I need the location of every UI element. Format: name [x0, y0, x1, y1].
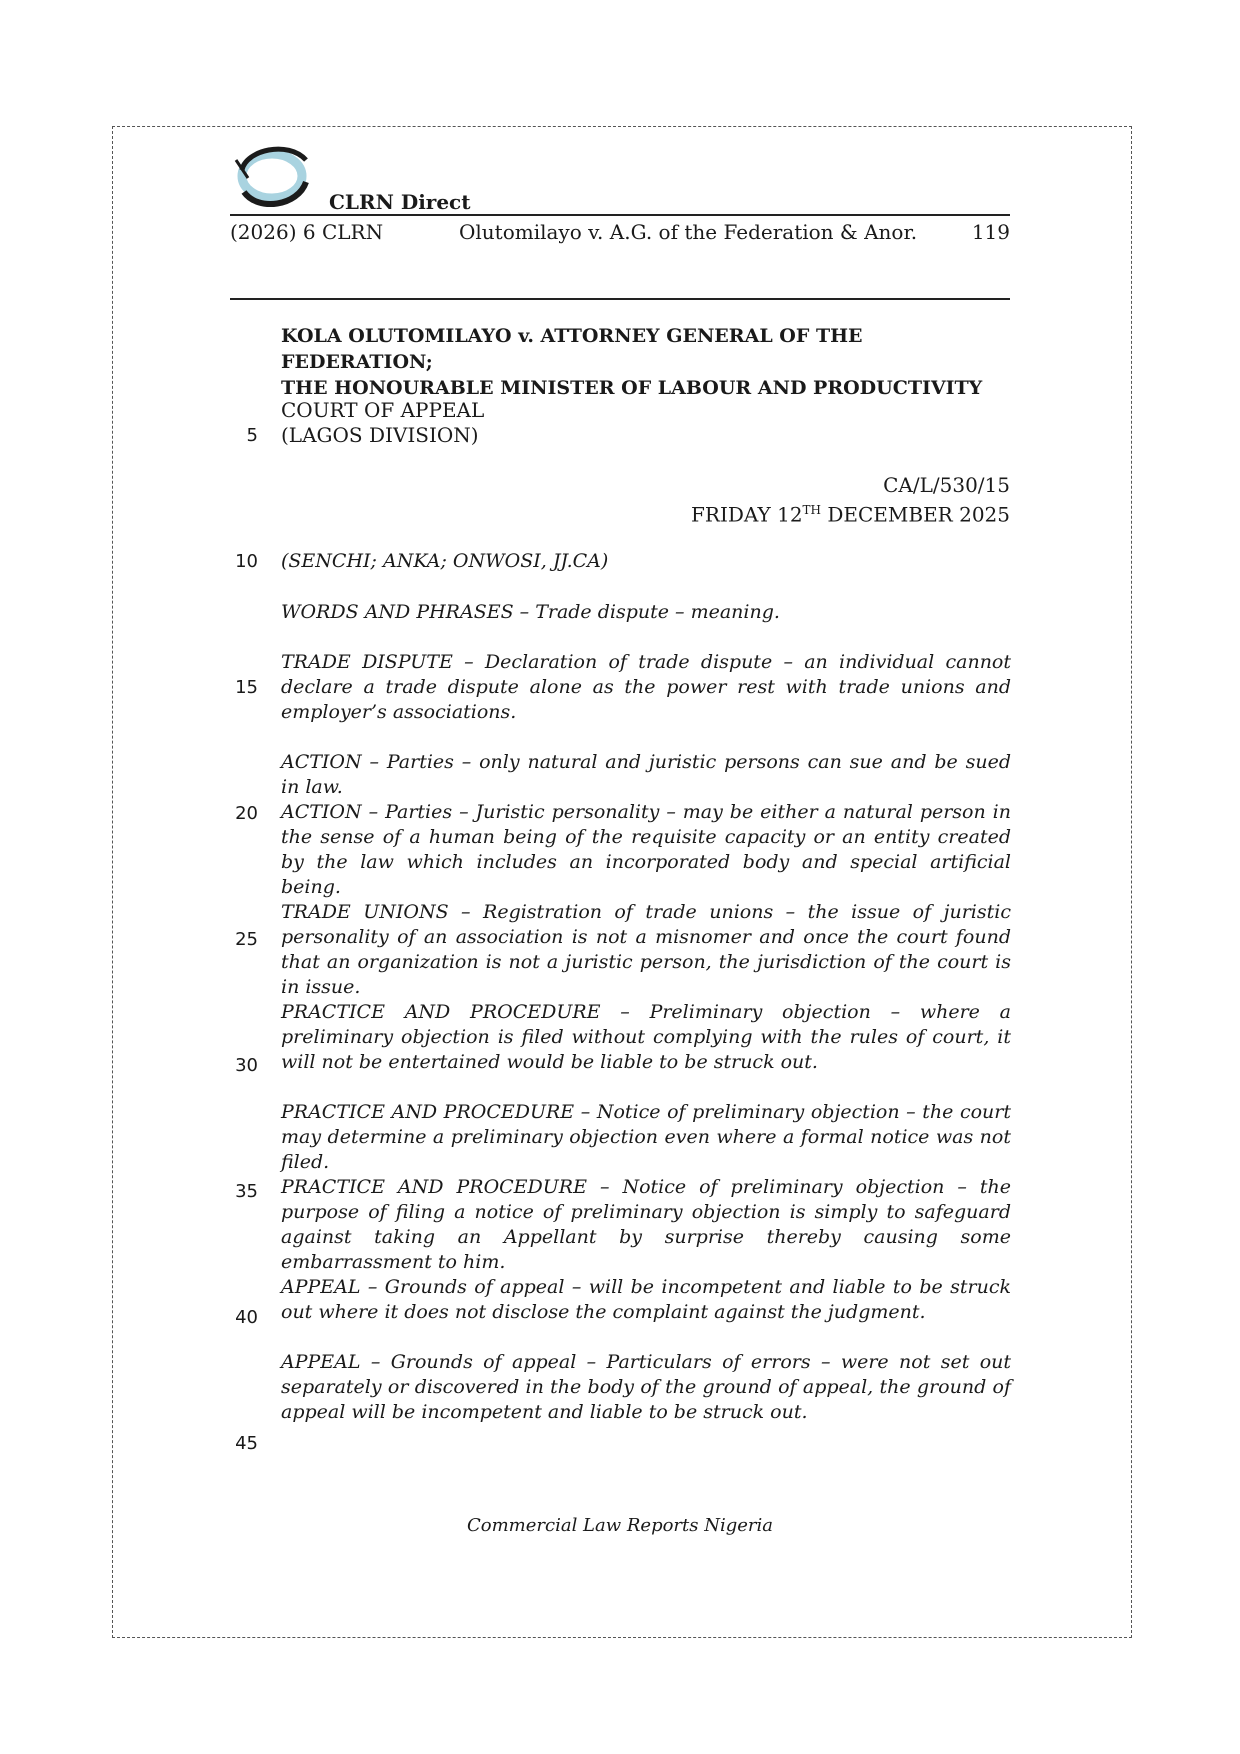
line-number: 5 [246, 425, 258, 446]
holdnote: ACTION – Parties – only natural and juristic persons can sue and be sued in law. [281, 751, 1012, 798]
line-number: 20 [235, 803, 258, 824]
header-rule [230, 214, 1010, 216]
holdnote: PRACTICE AND PROCEDURE – Preliminary objection – where a preliminary objection is filed without complying with the rules of court, it will not be entertained would be liable to be struck out. [281, 1001, 1012, 1073]
brand-name: CLRN Direct [329, 190, 471, 214]
case-title-line: THE HONOURABLE MINISTER OF LABOUR AND PRODUCTIVITY [281, 377, 983, 399]
court-division: (LAGOS DIVISION) [281, 423, 479, 447]
suit-number: CA/L/530/15 [883, 473, 1010, 497]
report-citation: (2026) 6 CLRN [230, 220, 384, 244]
holdnote: TRADE DISPUTE – Declaration of trade dispute – an individual cannot declare a trade dispute alone as the power rest with trade unions and employer’s associations. [281, 651, 1011, 723]
line-number: 25 [235, 929, 258, 950]
holdnote: APPEAL – Grounds of appeal – Particulars of errors – were not set out separately or discovered in the body of the ground of appeal, the ground of appeal will be incompetent and liable to be struck out. [281, 1351, 1012, 1423]
holdnote: TRADE UNIONS – Registration of trade unions – the issue of juristic personality of an association is not a misnomer and once the court found that an organization is not a juristic person, the jurisdiction of the court is in issue. [281, 901, 1011, 998]
line-number: 10 [235, 551, 258, 572]
holdnote: ACTION – Parties – Juristic personality – may be either a natural person in the sense of a human being of the requisite capacity or an entity created by the law which includes an incorporated body and special artificial being. [281, 801, 1011, 898]
clrn-logo-icon [228, 130, 320, 220]
holdnote: PRACTICE AND PROCEDURE – Notice of preliminary objection – the purpose of filing a notice of preliminary objection is simply to safeguard against taking an Appellant by surprise thereby causing some embarrassment to him. [281, 1176, 1011, 1273]
line-number: 15 [235, 677, 258, 698]
judgment-date: FRIDAY 12TH DECEMBER 2025 [691, 502, 1010, 527]
divider-rule [230, 298, 1010, 300]
case-short-title: Olutomilayo v. A.G. of the Federation & Anor. [459, 220, 918, 244]
line-number: 45 [235, 1433, 258, 1454]
case-title [281, 323, 1011, 401]
court-name: COURT OF APPEAL [281, 398, 485, 422]
holdnote: PRACTICE AND PROCEDURE – Notice of preliminary objection – the court may determine a preliminary objection even where a formal notice was not filed. [281, 1101, 1011, 1173]
judges: (SENCHI; ANKA; ONWOSI, JJ.CA) [281, 550, 609, 572]
holdnote: WORDS AND PHRASES – Trade dispute – meaning. [281, 601, 780, 623]
line-number: 35 [235, 1181, 258, 1202]
page-number: 119 [971, 220, 1010, 244]
line-number: 40 [235, 1307, 258, 1328]
line-number: 30 [235, 1055, 258, 1076]
case-title-line: KOLA OLUTOMILAYO v. ATTORNEY GENERAL OF THE FEDERATION; [281, 325, 863, 373]
holdnote: APPEAL – Grounds of appeal – will be incompetent and liable to be struck out where it does not disclose the complaint against the judgment. [281, 1276, 1012, 1323]
footer-publication: Commercial Law Reports Nigeria [467, 1515, 773, 1536]
